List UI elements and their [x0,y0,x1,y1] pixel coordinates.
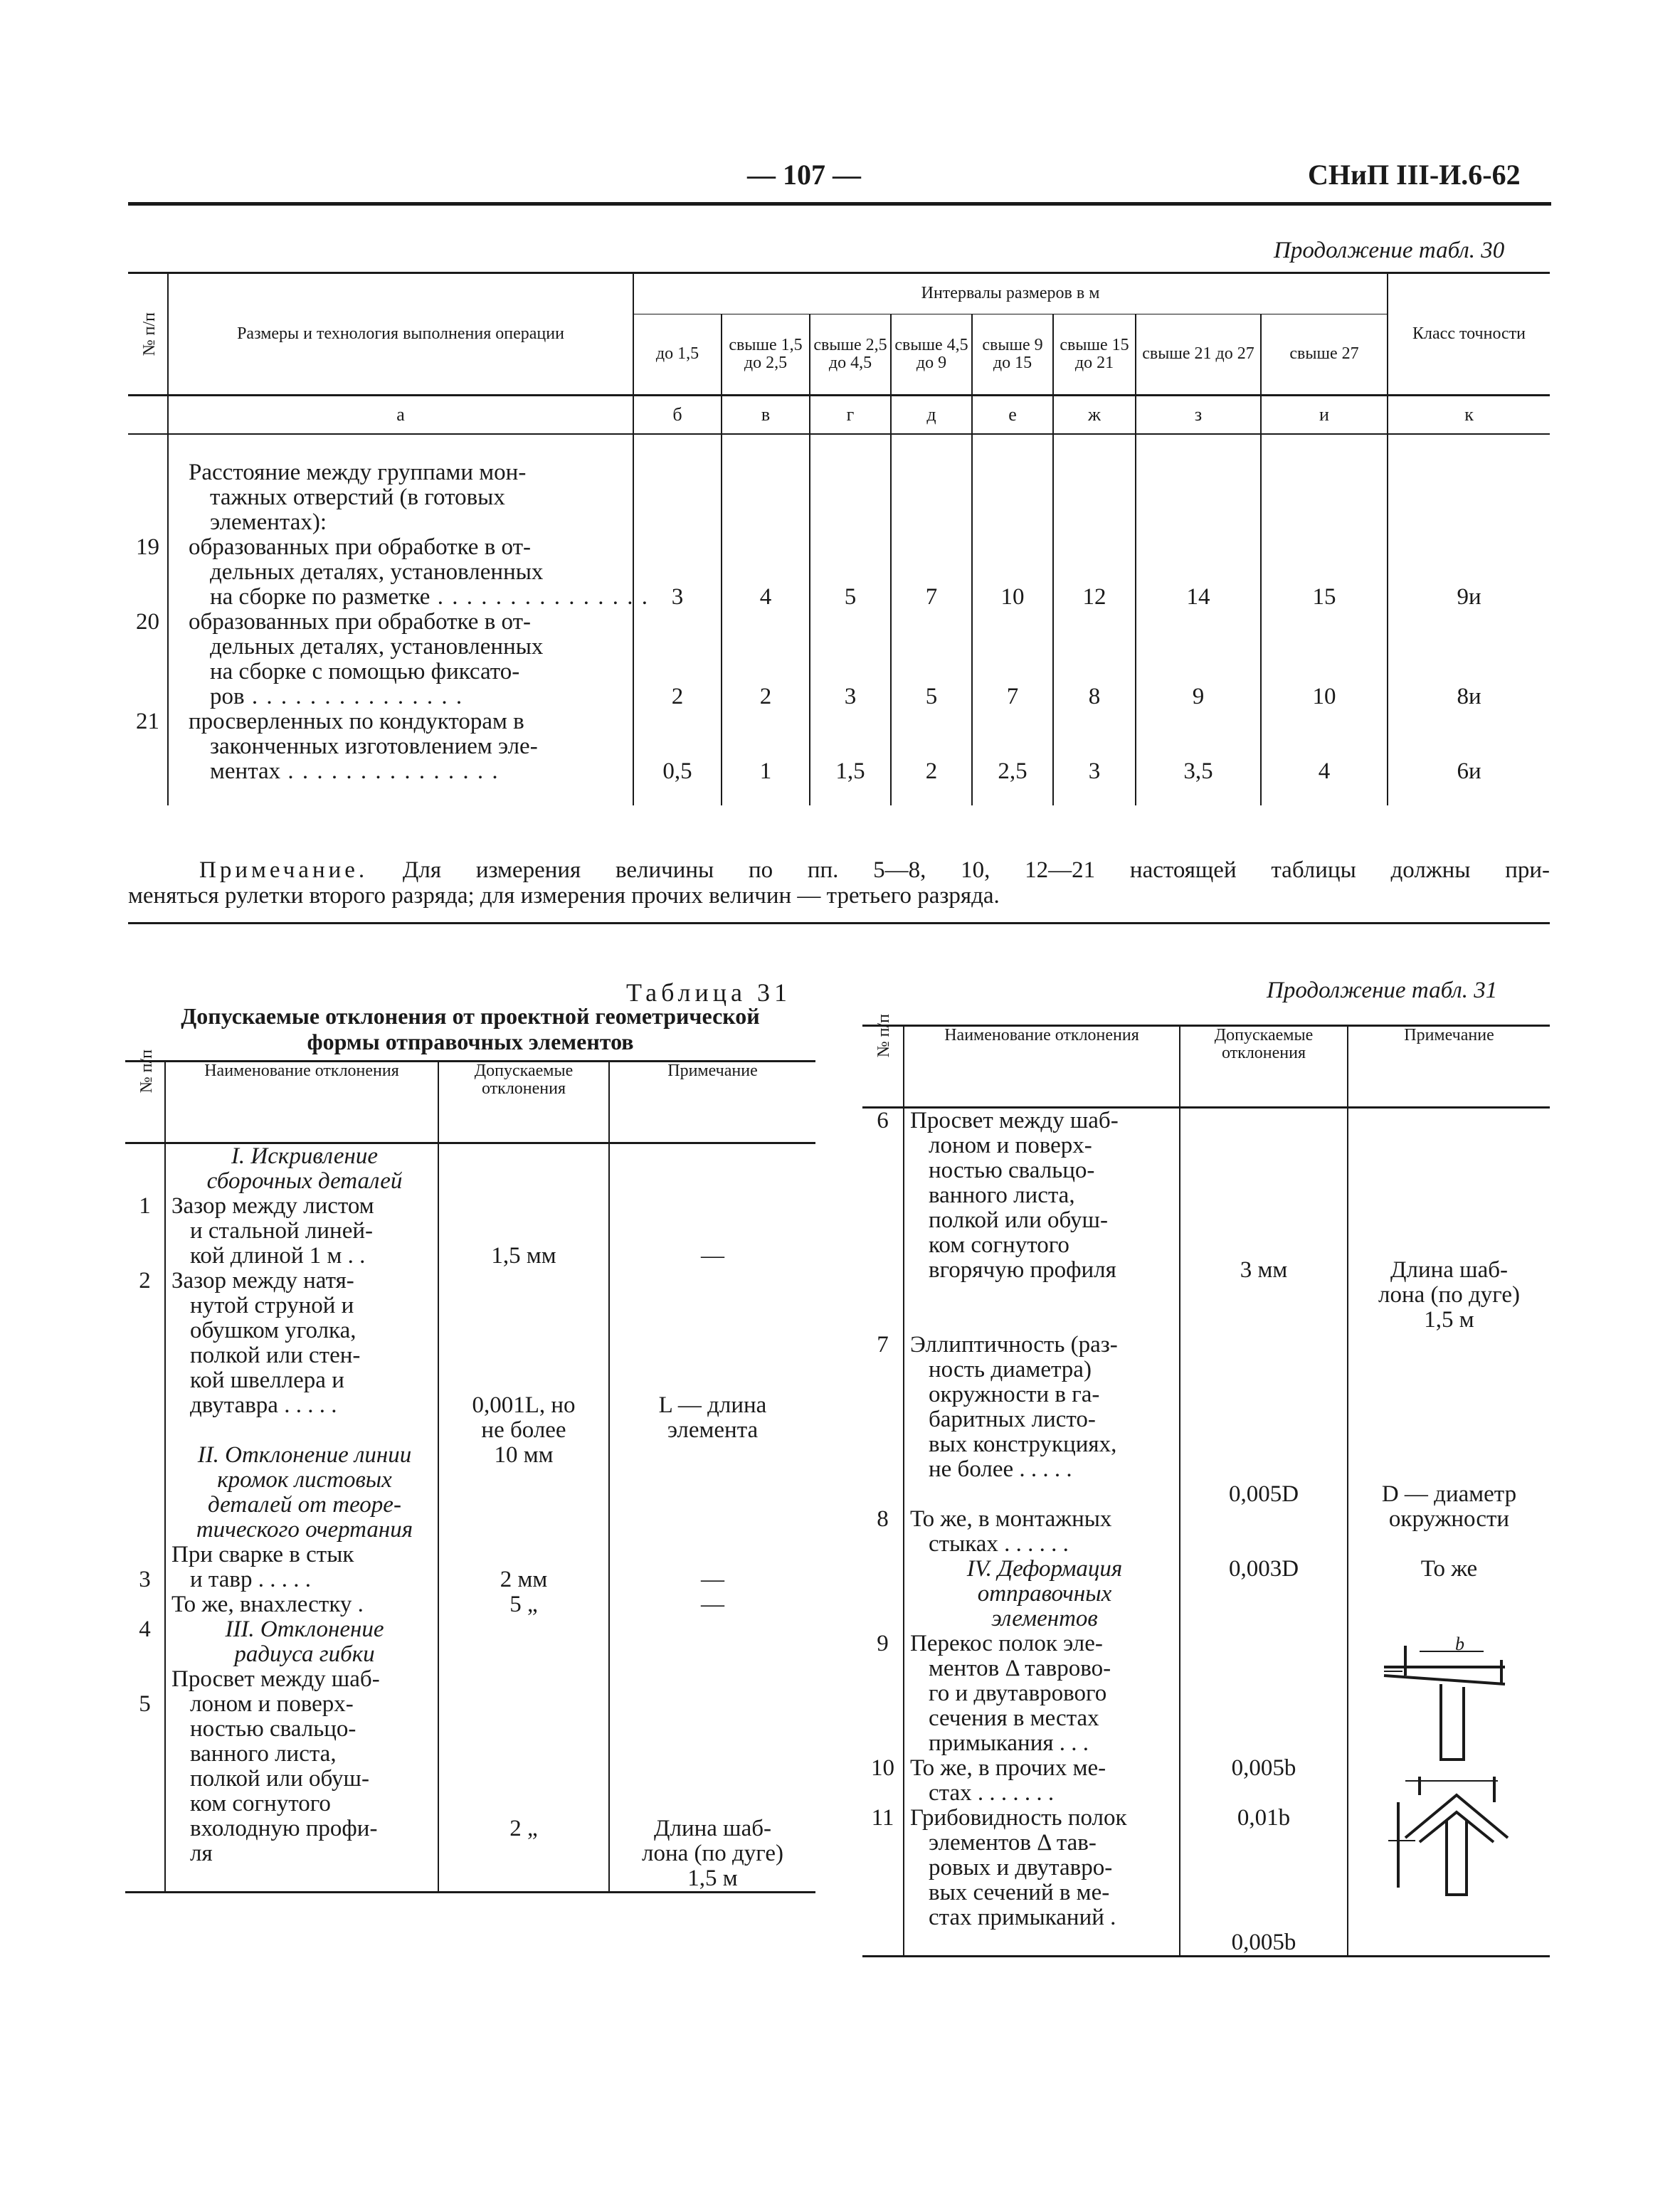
t31r-num-col: 6 7 8 9 10 11 [862,1108,904,1957]
t31r-desc-col: Просвет между шаб- лоном и поверх- ностью свальцо- ванного листа, полкой или обуш- ком согнутого вгорячую профиля Эллиптичность (раз- ность диаметра) окружности в га- баритных листо- вых конструкциях, не более . . . . . То же, в монтажных стыках . . . . . . IV. Деформация отправочных элементов Перекос полок эле- ментов Δ таврово- го и двутаврового сечения в местах примыкания . . . То же, в прочих ме- стах . . . . . . . Грибовидность полок элементов Δ тав- ровых и двутавро- вых сечений в ме- стах примыканий . [904,1108,1180,1957]
table31-left [125,1049,815,1893]
t31r-header-dev: Допускаемые отклонения [1180,1026,1348,1108]
t31l-header-note: Примечание [609,1062,815,1143]
table30-col-b: до 1,5 [633,314,722,396]
page-number: — 107 — [747,159,861,191]
tee-skew-figure [1348,1631,1550,1774]
table30-note [128,857,1550,883]
document-code: СНиП III-И.6-62 [1308,159,1521,191]
table30-values-zh: 12 8 3 [1053,434,1136,805]
table30-col-i: свыше 27 [1261,314,1388,396]
t31r-dev-col: 3 мм 0,005D 0,003D 0,005b 0,01b 0,005b [1180,1108,1348,1957]
note-text-2: меняться рулетки второго разряда; для измерения прочих величин — третьего разряда. [128,883,1000,909]
table30-col-e: свыше 9 до 15 [972,314,1053,396]
table31-title: Допускаемые отклонения от проектной геометрической формы отправочных элементов [181,1003,760,1054]
table30-values-b: 3 2 0,5 [633,434,722,805]
table30-values-v: 4 2 1 [722,434,810,805]
note-label: Примечание. [199,857,369,883]
table30-body [128,434,1550,805]
table30-col-d: свыше 4,5 до 9 [891,314,972,396]
table30-header-intervals: Интервалы размеров в м [633,273,1388,314]
table30-header-class: Класс точности [1388,273,1550,396]
table30-header-desc: Размеры и технология выполнения операции [168,273,633,396]
note-text: Для измерения величины по пп. 5—8, 10, 12—21 настоящей таблицы должны при- [402,857,1550,883]
t31l-header-name: Наименование отклонения [165,1062,438,1143]
table30-num-col: 19 20 21 [128,434,168,805]
t31l-body [125,1143,815,1893]
table30-col-v: свыше 1,5 до 2,5 [722,314,810,396]
fig-label-b: b [1455,1634,1464,1654]
table30-bottom-rule [128,922,1550,924]
t31l-note-col: — L — длина элемента — — Длина шаб- лона (по дуге) 1,5 м [642,1243,783,1891]
tee-skew-icon [1377,1631,1519,1774]
mushroom-flange-icon [1377,1774,1519,1909]
table31-continuation: Продолжение табл. 31 [1267,978,1498,1003]
mushroom-figure [1348,1774,1550,1909]
table30-col-z: свыше 21 до 27 [1136,314,1261,396]
table30-values-e: 10 7 2,5 [972,434,1053,805]
t31r-header-num: № п/п [862,1026,904,1108]
table30-values-z: 14 9 3,5 [1136,434,1261,805]
t31r-note-col: Длина шаб- лона (по дуге) 1,5 м D — диаметр окружности То же b [1348,1108,1550,1957]
t31l-header-dev: Допускаемые отклонения [438,1062,609,1143]
header-rule [128,202,1551,206]
t31l-dev-col: 1,5 мм 0,001L, но не более 10 мм 2 мм 5 „ 2 „ [438,1143,609,1893]
t31r-body [862,1108,1550,1957]
table30-desc-col: Расстояние между группами мон- тажных отверстий (в готовых элементах): образованных при обработке в от- дельных деталях, установленных на сборке по разметке . . . образованных при обработке в от- дельных деталях, установленных на сборке с помощью фиксато- ров . . . просверленных по кондукторам в законченных изготовлением эле- ментах . . . [168,434,633,805]
table31-right [862,1013,1550,1957]
t31r-header-name: Наименование отклонения [904,1026,1180,1108]
table30-continuation: Продолжение табл. 30 [1274,238,1505,263]
table30-header-num: № п/п [128,273,168,396]
table30-values-class: 9и 8и 6и [1457,584,1481,784]
table30-values-g: 5 3 1,5 [810,434,891,805]
table31-label: Таблица 31 [626,978,791,1007]
t31l-header-num: № п/п [125,1062,165,1143]
t31l-desc-col: I. Искривление сборочных деталей Зазор между листом и стальной линей- кой длиной 1 м . . Зазор между натя- нутой струной и обушком уголка, полкой или стен- кой швеллера и двутавра . . . . . II. Отклонение линии кромок листовых деталей от теоре- тического очертания При сварке в стык и тавр . . . . . То же, внахлестку . III. Отклонение радиуса гибки Просвет между шаб- лоном и поверх- ностью свальцо- ванного листа, полкой или обуш- ком согнутого вхолодную профи- ля [165,1143,438,1893]
table30-letter-row: а б в г д е ж з и к [128,396,1550,435]
t31r-header-note: Примечание [1348,1026,1550,1108]
t31l-num-col: 1 2 3 4 5 [125,1143,165,1893]
table30-values-i: 15 10 4 [1261,434,1388,805]
table30 [128,272,1550,805]
table30-col-g: свыше 2,5 до 4,5 [810,314,891,396]
table30-values-d: 7 5 2 [891,434,972,805]
table30-col-zh: свыше 15 до 21 [1053,314,1136,396]
